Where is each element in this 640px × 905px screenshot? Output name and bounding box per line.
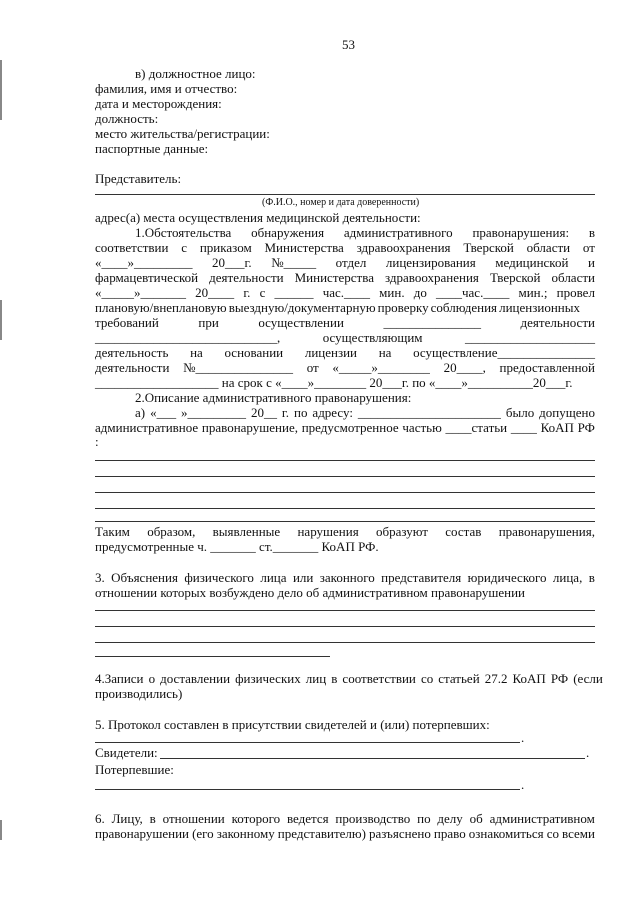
section2-conclusion-articles: предусмотренные ч. _______ ст._______ КоАП РФ. [95, 539, 379, 554]
victims-label: Потерпевшие: [95, 762, 174, 777]
section1-line: фармацевтической деятельности Министерства здравоохранения Тверской области [95, 270, 595, 285]
section1-line: «____»_________ 20___г. №_____ отдел лицензирования медицинской и [95, 255, 595, 270]
witnesses-line-end: . [586, 745, 590, 760]
scan-edge-mark [0, 300, 2, 340]
section1-line: требований при осуществлении _______________ деятельности [95, 315, 595, 330]
official-birth-field: дата и месторождения: [95, 96, 222, 111]
section4-heading: 4.Записи о доставлении физических лиц в соответствии со статьей 27.2 КоАП РФ (если [95, 671, 603, 686]
official-passport-field: паспортные данные: [95, 141, 209, 156]
victims-line-end: . [521, 777, 525, 792]
violation-fill-line [95, 492, 595, 493]
witnesses-label: Свидетели: [95, 745, 158, 760]
scan-edge-mark [0, 820, 2, 840]
section2-conclusion: Таким образом, выявленные нарушения образуют состав правонарушения, [95, 524, 595, 539]
page-number: 53 [342, 37, 355, 52]
section1-line: деятельности №_______________ от «_____»________ 20____, предоставленной [95, 360, 595, 375]
section2-colon: : [95, 434, 99, 449]
section1-line: ____________________________, осуществляющим ____________________ [95, 330, 595, 345]
official-position-field: должность: [95, 111, 159, 126]
scan-edge-mark [0, 60, 2, 120]
violation-fill-line [95, 508, 595, 509]
explanation-fill-line [95, 656, 330, 657]
official-residence-field: место жительства/регистрации: [95, 126, 270, 141]
explanation-fill-line [95, 610, 595, 611]
section5-line-end: . [521, 730, 525, 745]
representative-fill-line [95, 194, 595, 195]
violation-fill-line [95, 460, 595, 461]
violation-fill-line [95, 476, 595, 477]
section5-fill-line [95, 742, 520, 743]
section2-line-b: административное правонарушение, предусмотренное частью ____статьи ____ КоАП РФ [95, 420, 595, 435]
address-line: адрес(а) места осуществления медицинской деятельности: [95, 210, 421, 225]
section5-heading: 5. Протокол составлен в присутствии свидетелей и (или) потерпевших: [95, 717, 490, 732]
representative-caption: (Ф.И.О., номер и дата доверенности) [262, 197, 420, 208]
section1-line: 1.Обстоятельства обнаружения административного правонарушения: в [135, 225, 595, 240]
section3-heading: 3. Объяснения физического лица или законного представителя юридического лица, в [95, 570, 595, 585]
section1-line: соответствии с приказом Министерства здравоохранения Тверской области от [95, 240, 595, 255]
section1-line: ___________________ на срок с «____»________ 20___г. по «____»__________20___г. [95, 375, 573, 390]
section1-line: плановую/внеплановую выездную/документарную проверку соблюдения лицензионных [95, 300, 580, 315]
violation-fill-line [95, 521, 595, 522]
official-name-field: фамилия, имя и отчество: [95, 81, 238, 96]
section2-title: 2.Описание административного правонарушения: [135, 390, 412, 405]
official-heading: в) должностное лицо: [135, 66, 256, 81]
victims-fill-line [95, 789, 520, 790]
section1-line: деятельность на основании лицензии на осуществление_______________ [95, 345, 595, 360]
witnesses-fill-line [160, 758, 585, 759]
explanation-fill-line [95, 626, 595, 627]
section4-continuation: производились) [95, 686, 183, 701]
section2-line-a: а) «___ »_________ 20__ г. по адресу: ______________________ было допущено [135, 405, 595, 420]
section1-line: «_____»_______ 20____ г. с ______ час.____ мин. до ____час.____ мин.; провел [95, 285, 595, 300]
section6-line: правонарушении (его законному представителю) разъяснено право ознакомиться со всеми [95, 826, 595, 841]
section3-subheading: отношении которых возбуждено дело об административном правонарушении [95, 585, 526, 600]
explanation-fill-line [95, 642, 595, 643]
representative-label: Представитель: [95, 171, 182, 186]
section6-line: 6. Лицу, в отношении которого ведется производство по делу об административном [95, 811, 595, 826]
